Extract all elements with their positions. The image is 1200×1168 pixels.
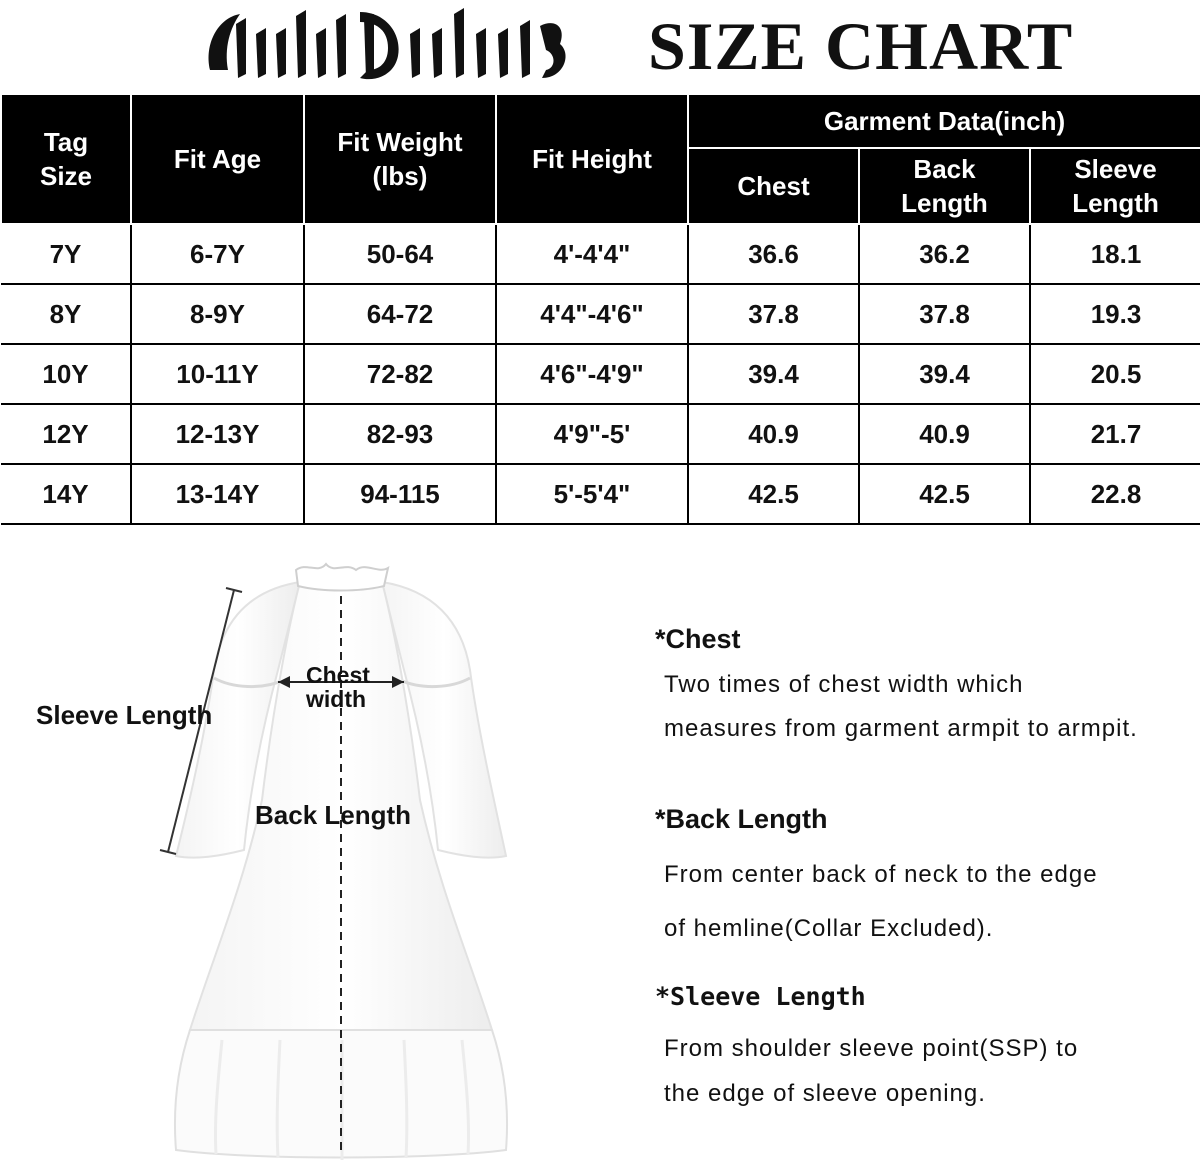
cell-tag-size: 7Y <box>1 224 131 284</box>
cell-back-length: 36.2 <box>859 224 1030 284</box>
table-row <box>1 344 1200 404</box>
note-chest-line1: Two times of chest width which <box>664 671 1024 698</box>
cell-back-length: 39.4 <box>859 344 1030 404</box>
cell-sleeve-length: 22.8 <box>1030 464 1200 524</box>
cell-chest: 39.4 <box>688 344 859 404</box>
table-row <box>1 224 1200 284</box>
cell-fit-weight: 72-82 <box>304 344 496 404</box>
chest-width-label-line2: width <box>306 686 367 712</box>
size-table <box>0 93 1200 525</box>
cell-chest: 42.5 <box>688 464 859 524</box>
cell-tag-size: 8Y <box>1 284 131 344</box>
cell-fit-height: 5'-5'4" <box>496 464 688 524</box>
cell-fit-height: 4'6"-4'9" <box>496 344 688 404</box>
header-tag-size: Tag Size <box>1 94 131 224</box>
note-sleeve-line1: From shoulder sleeve point(SSP) to <box>664 1035 1079 1062</box>
cell-chest: 40.9 <box>688 404 859 464</box>
table-row <box>1 284 1200 344</box>
note-back-line1: From center back of neck to the edge <box>664 861 1098 888</box>
cell-tag-size: 12Y <box>1 404 131 464</box>
cell-fit-height: 4'-4'4" <box>496 224 688 284</box>
cell-fit-weight: 82-93 <box>304 404 496 464</box>
cell-fit-age: 12-13Y <box>131 404 304 464</box>
header-fit-age: Fit Age <box>131 94 304 224</box>
brand-logo-graphic <box>200 4 580 88</box>
header-sleeve-length: Sleeve Length <box>1030 148 1200 224</box>
cell-sleeve-length: 18.1 <box>1030 224 1200 284</box>
note-back-line2: of hemline(Collar Excluded). <box>664 915 994 942</box>
cell-tag-size: 10Y <box>1 344 131 404</box>
cell-sleeve-length: 20.5 <box>1030 344 1200 404</box>
cell-fit-weight: 64-72 <box>304 284 496 344</box>
cell-fit-age: 6-7Y <box>131 224 304 284</box>
header-chest: Chest <box>688 148 859 224</box>
cell-sleeve-length: 21.7 <box>1030 404 1200 464</box>
note-chest-line2: measures from garment armpit to armpit. <box>664 715 1138 742</box>
cell-fit-age: 8-9Y <box>131 284 304 344</box>
cell-back-length: 42.5 <box>859 464 1030 524</box>
cell-fit-weight: 50-64 <box>304 224 496 284</box>
dress-illustration <box>0 560 620 1168</box>
cell-back-length: 37.8 <box>859 284 1030 344</box>
back-length-label: Back Length <box>255 800 412 830</box>
cell-fit-age: 13-14Y <box>131 464 304 524</box>
cell-back-length: 40.9 <box>859 404 1030 464</box>
header-fit-weight: Fit Weight (lbs) <box>304 94 496 224</box>
sleeve-length-label: Sleeve Length <box>36 700 213 730</box>
header-fit-height: Fit Height <box>496 94 688 224</box>
cell-fit-weight: 94-115 <box>304 464 496 524</box>
cell-fit-height: 4'9"-5' <box>496 404 688 464</box>
note-sleeve-line2: the edge of sleeve opening. <box>664 1080 986 1107</box>
cell-sleeve-length: 19.3 <box>1030 284 1200 344</box>
dress-graphic <box>0 560 620 1168</box>
note-sleeve-title: *Sleeve Length <box>655 982 866 1011</box>
table-row <box>1 404 1200 464</box>
cell-tag-size: 14Y <box>1 464 131 524</box>
cell-chest: 37.8 <box>688 284 859 344</box>
header-back-length: Back Length <box>859 148 1030 224</box>
cell-fit-height: 4'4"-4'6" <box>496 284 688 344</box>
table-row <box>1 464 1200 524</box>
note-back-title: *Back Length <box>655 804 828 834</box>
cell-fit-age: 10-11Y <box>131 344 304 404</box>
cell-chest: 36.6 <box>688 224 859 284</box>
header-garment-data: Garment Data(inch) <box>688 94 1200 148</box>
size-chart-title: SIZE CHART <box>648 8 1074 84</box>
chest-width-label-line1: Chest <box>306 662 370 688</box>
brand-logo <box>200 4 580 88</box>
note-chest-title: *Chest <box>655 624 741 654</box>
